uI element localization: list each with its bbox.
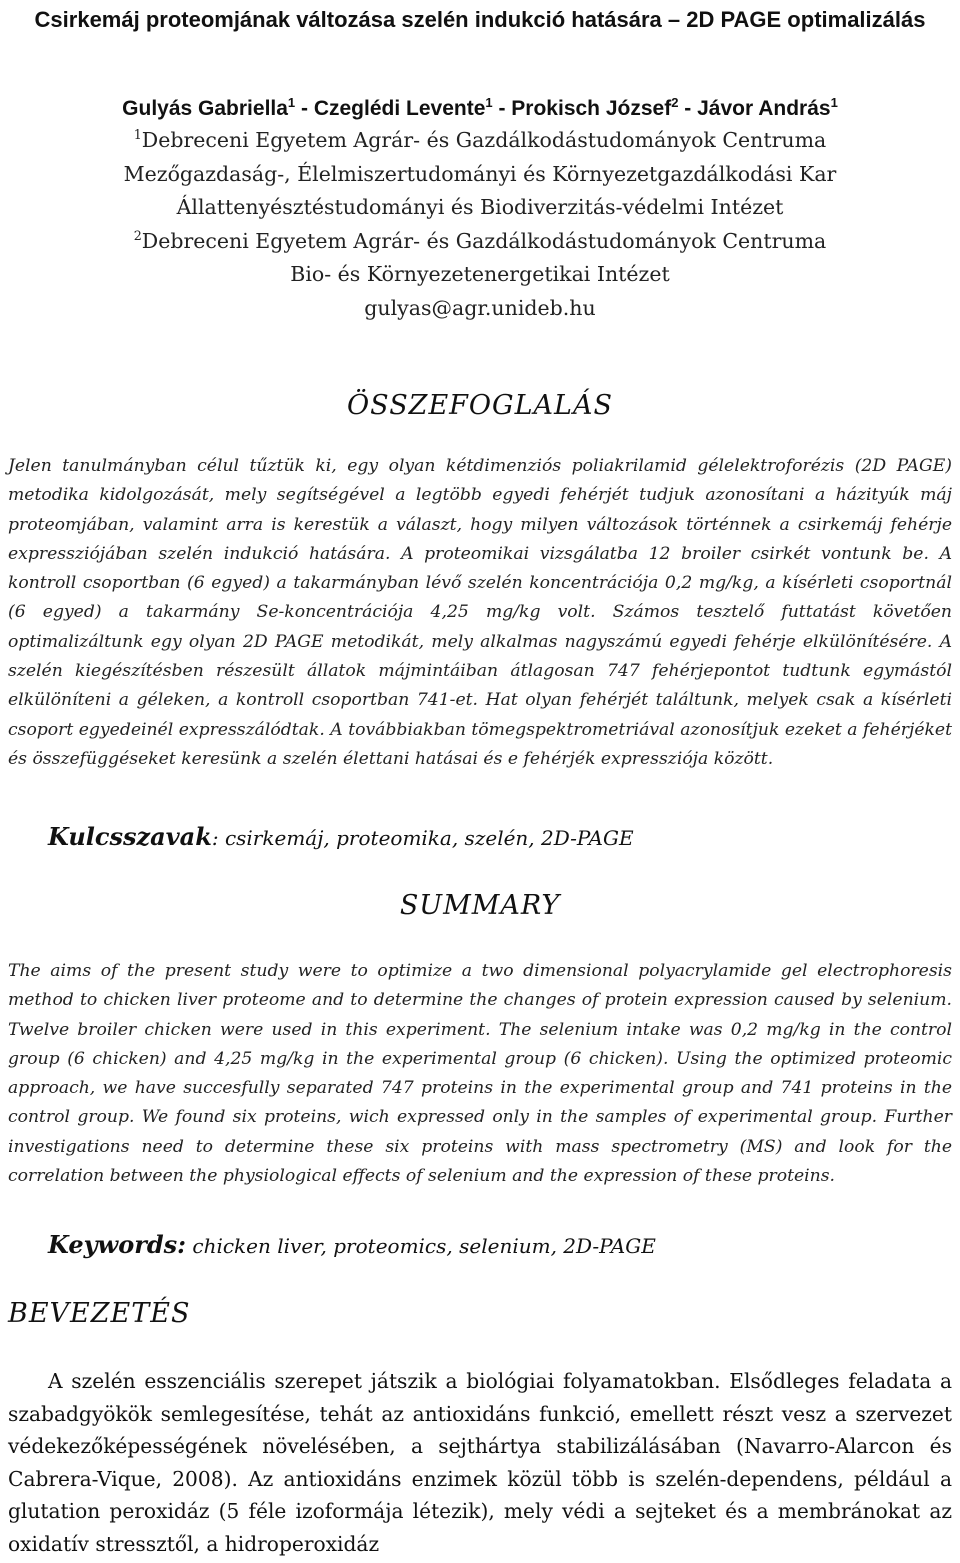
- author-list: [8, 94, 952, 124]
- affiliation-mark: 2: [133, 227, 142, 243]
- keywords-text: chicken liver, proteomics, selenium, 2D-PAGE: [186, 1234, 656, 1258]
- affiliations: [8, 124, 952, 325]
- section-heading-osszefoglalas: ÖSSZEFOGLALÁS: [347, 390, 613, 421]
- affiliation-line: $^1$Debreceni Egyetem Agrár- és Gazdálkodástudományok Centruma: [133, 127, 827, 152]
- author-name: - Prokisch József: [492, 97, 672, 120]
- affiliation-mark: 1: [133, 127, 142, 143]
- paper-title: Csirkemáj proteomjának változása szelén indukció hatására – 2D PAGE optimalizálás: [34, 7, 926, 32]
- abstract-english: The aims of the present study were to optimize a two dimensional polyacrylamide gel electrophoresis method to chicken liver proteome and to determine the changes of protein expression caused by selenium. Twelve broiler chicken were used in this experiment. The selenium intake was 0,2 mg/kg in the control group (6 chicken) and 4,25 mg/kg in the experimental group (6 chicken). Using the optimized proteomic approach, we have succesfully separated 747 proteins in the experimental group and 741 proteins in the control group. We found six proteins, wich expressed only in the samples of experimental group. Further investigations need to determine these six proteins with mass spectrometry (MS) and look for the correlation between the physiological effects of selenium and the expression of these proteins.: [8, 961, 952, 1187]
- section-heading-bevezetes: BEVEZETÉS: [8, 1298, 191, 1329]
- keywords-english: [48, 1230, 948, 1261]
- affiliation-line: Állattenyésztéstudományi és Biodiverzitás-védelmi Intézet: [176, 195, 784, 219]
- author-affiliation-mark: 2: [671, 95, 679, 110]
- affiliation-line: Bio- és Környezetenergetikai Intézet: [290, 262, 670, 286]
- keywords-hungarian: [48, 822, 948, 853]
- affiliation-line: Mezőgazdaság-, Élelmiszertudományi és Környezetgazdálkodási Kar: [123, 161, 837, 186]
- keywords-label: Keywords:: [48, 1230, 187, 1259]
- keywords-text: : csirkemáj, proteomika, szelén, 2D-PAGE: [211, 826, 634, 850]
- abstract-hungarian: Jelen tanulmányban célul tűztük ki, egy olyan kétdimenziós poliakrilamid gélelektroforézis (2D PAGE) metodika kidolgozását, mely segítségével a legtöbb egyedi fehérjét tudjuk azonosítani a házityúk máj proteomjában, valamint arra is kerestük a választ, hogy milyen változások történnek a csirkemáj fehérje expressziójában szelén indukció hatására. A proteomikai vizsgálatba 12 broiler csirkét vontunk be. A kontroll csoportban (6 egyed) a takarmányban lévő szelén koncentrációja 0,2 mg/kg, a kísérleti csoportnál (6 egyed) a takarmány Se-koncentrációja 4,25 mg/kg volt. Számos tesztelő futtatást követően optimalizáltunk egy olyan 2D PAGE metodikát, mely alkalmas nagyszámú egyedi fehérje elkülönítésére. A szelén kiegészítésben részesült állatok májmintáiban átlagosan 747 fehérjepontot tudtunk egymástól elkülöníteni a géleken, a kontroll csoportban 741-et. Hat olyan fehérjét találtunk, melyek csak a kísérleti csoport egyedeinél expresszálódtak. A továbbiakban tömegspektrometriával azonosítjuk ezeket a fehérjéket és összefüggéseket keresünk a szelén élettani hatásai és e fehérjék expressziója között.: [8, 456, 952, 769]
- section-heading-summary: SUMMARY: [399, 890, 561, 921]
- author-affiliation-mark: 1: [830, 95, 838, 110]
- author-affiliation-mark: 1: [287, 95, 296, 110]
- affiliation-line: $^2$Debreceni Egyetem Agrár- és Gazdálkodástudományok Centruma: [133, 227, 827, 253]
- author-name: - Jávor András: [678, 97, 831, 120]
- keywords-label: Kulcsszavak: [48, 822, 212, 851]
- introduction-paragraph: A szelén esszenciális szerepet játszik a biológiai folyamatokban. Elsődleges feladata a szabadgyökök semlegesítése, tehát az antioxidáns funkció, emellett részt vesz a szervezet védekezőképességének növelésében, a sejthártya stabilizálásában (Navarro-Alarcon és Cabrera-Vique, 2008). Az antioxidáns enzimek közül több is szelén-dependens, például a glutation peroxidáz (5 féle izoformája létezik), mely védi a sejteket és a membránokat az oxidatív stressztől, a hidroperoxidáz: [8, 1369, 952, 1556]
- author-affiliation-mark: 1: [485, 95, 493, 110]
- author-email: gulyas@agr.unideb.hu: [364, 295, 596, 320]
- author-name: - Czeglédi Levente: [295, 97, 486, 120]
- author-name: Gulyás Gabriella: [122, 97, 288, 120]
